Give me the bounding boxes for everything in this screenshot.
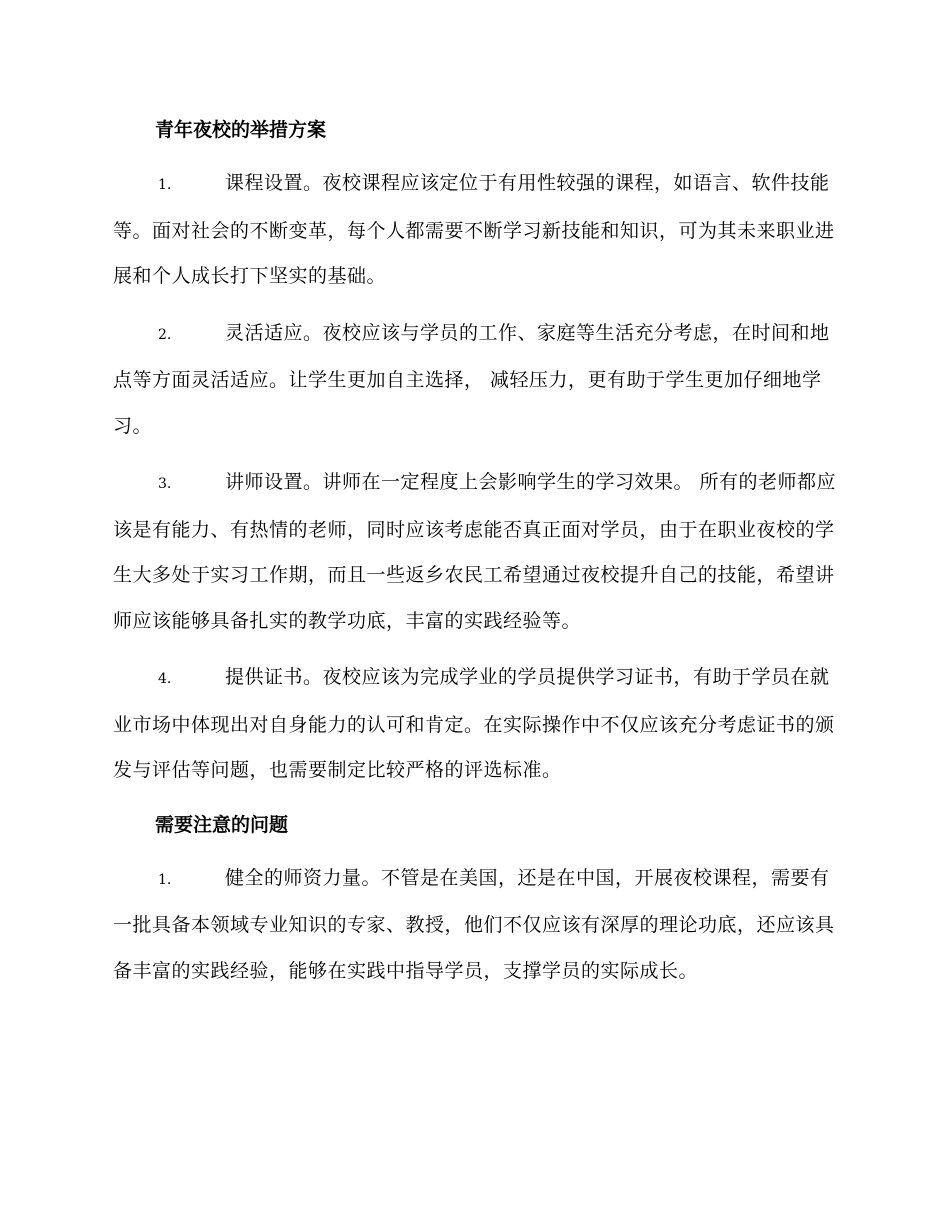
item-text: 课程设置。夜校课程应该定位于有用性较强的课程，如语言、软件技能等。面对社会的不断变革，每个人都需要不断学习新技能和知识，可为其未来职业进展和个人成长打下坚实的基础。: [113, 172, 835, 287]
item-text: 提供证书。夜校应该为完成学业的学员提供学习证书，有助于学员在就业市场中体现出对自身能力的认可和肯定。在实际操作中不仅应该充分考虑证书的颁发与评估等问题，也需要制定比较严格的评选标准。: [113, 666, 835, 781]
item-text: 讲师设置。讲师在一定程度上会影响学生的学习效果。 所有的老师都应该是有能力、有热情的老师，同时应该考虑能否真正面对学员，由于在职业夜校的学生大多处于实习工作期，而且一些返乡农民工希望通过夜校提升自己的技能，希望讲师应该能够具备扎实的教学功底，丰富的实践经验等。: [113, 471, 837, 632]
item-number: 2.: [158, 326, 172, 343]
list-item: [113, 460, 838, 644]
document-body: [113, 110, 838, 1005]
item-text: 健全的师资力量。不管是在美国，还是在中国，开展夜校课程，需要有一批具备本领域专业知识的专家、教授，他们不仅应该有深厚的理论功底，还应该具备丰富的实践经验，能够在实践中指导学员，支撑学员的实际成长。: [113, 866, 835, 982]
list-item: [113, 161, 838, 300]
list-item: [113, 311, 838, 450]
section-heading-measures: 青年夜校的举措方案: [155, 119, 327, 141]
item-number: 4.: [158, 671, 172, 687]
item-number: 1.: [158, 871, 172, 888]
item-number: 3.: [158, 476, 172, 492]
list-item: [113, 655, 838, 794]
list-item: [113, 856, 838, 995]
item-number: 1.: [158, 177, 172, 193]
section-heading-issues: 需要注意的问题: [155, 813, 289, 836]
item-text: 灵活适应。夜校应该与学员的工作、家庭等生活充分考虑，在时间和地点等方面灵活适应。让学生更加自主选择， 减轻压力，更有助于学生更加仔细地学习。: [113, 321, 830, 437]
